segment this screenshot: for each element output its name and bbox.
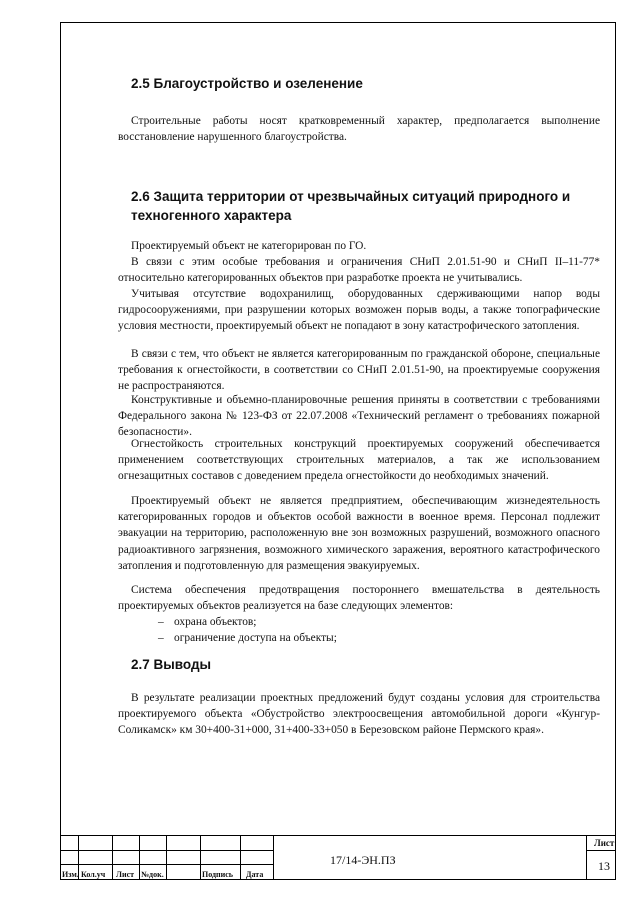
col-label: Лист [116,870,135,879]
paragraph: Проектируемый объект не является предприятием, обеспечивающим жизнедеятельность категорированных городов и объектов особой важности в военное время. Персонал подлежит эвакуации на территорию, расположенную вне зон возможных разрушений, возможного опасного радиоактивного загрязнения, возможного химического заражения, вероятного катастрофического затопления и подготовленную для размещения эвакуируемых. [118,495,600,572]
document-code: 17/14-ЭН.ПЗ [330,853,396,867]
col-label: №док. [141,870,164,879]
paragraph: Учитывая отсутствие водохранилищ, оборудованных сдерживающими напор воды гидросооружениями, при разрушении которых возможен порыв воды, а также топографические условия местности, проектируемый объект не попадают в зону катастрофического затопления. [118,288,600,333]
sheet-label: Лист [594,838,615,848]
list-item: – охрана объектов; [158,616,257,628]
col-label: Кол.уч [81,870,106,879]
section-heading-2-5: 2.5 Благоустройство и озеленение [131,76,363,91]
paragraph: Конструктивные и объемно-планировочные решения приняты в соответствии с требованиями Федерального закона № 123-ФЗ от 22.07.2008 «Технический регламент о требованиях пожарной безопасности». [118,394,600,439]
paragraph: Проектируемый объект не категорирован по ГО. [131,240,367,252]
sheet-number: 13 [598,859,610,873]
paragraph: В связи с тем, что объект не является категорированным по гражданской обороне, специальные требования к огнестойкости, в соответствии со СНиП 2.01.51-90, на проектируемые сооружения не распространяются. [118,348,600,393]
paragraph: Строительные работы носят кратковременный характер, предполагается выполнение восстановление нарушенного благоустройства. [118,115,600,144]
paragraph: Система обеспечения предотвращения постороннего вмешательства в деятельность проектируемых объектов реализуется на базе следующих элементов: [118,584,600,613]
paragraph: В результате реализации проектных предложений будут созданы условия для строительства проектируемого объекта «Обустройство электроосвещения автомобильной дороги «Кунгур-Соликамск» км 30+400-31+000, 31+400-33+050 в Березовском районе Пермского края». [118,692,600,737]
section-heading-2-7: 2.7 Выводы [131,657,212,672]
col-label: Изм. [62,870,79,879]
col-label: Дата [246,870,264,879]
paragraph: Огнестойкость строительных конструкций проектируемых сооружений обеспечивается применением соответствующих строительных материалов, а так же использованием огнезащитных составов с доведением предела огнестойкости до необходимых значений. [118,438,600,483]
paragraph: В связи с этим особые требования и ограничения СНиП 2.01.51-90 и СНиП II–11-77* относительно категорированных объектов при разработке проекта не учитывались. [118,256,600,285]
col-label: Подпись [202,870,234,879]
list-item: – ограничение доступа на объекты; [158,632,337,644]
section-heading-2-6: 2.6 Защита территории от чрезвычайных ситуаций природного и техногенного характера [131,189,571,223]
